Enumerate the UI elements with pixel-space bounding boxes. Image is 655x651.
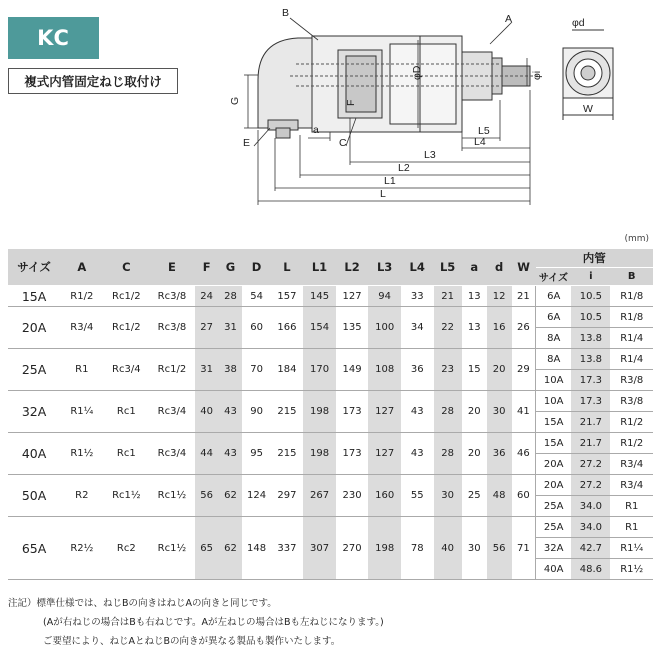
cell-l5: 28: [434, 433, 462, 475]
table-row: [8, 286, 653, 307]
cell-inner-b: R1/4: [610, 349, 653, 370]
cell-inner-i: 42.7: [571, 538, 610, 559]
col-header-a: a: [462, 249, 487, 286]
cell-size: 50A: [8, 475, 60, 517]
cell-f: 40: [195, 391, 219, 433]
cell-a: R1/2: [60, 286, 103, 307]
table-body: [8, 286, 653, 580]
label-phi-d: φd: [572, 17, 585, 29]
table-row: [8, 475, 653, 496]
cell-g: 38: [219, 349, 243, 391]
cell-inner-b: R1½: [610, 559, 653, 580]
cell-inner-i: 13.8: [571, 349, 610, 370]
cell-l1: 198: [303, 433, 336, 475]
cell-inner-b: R3/4: [610, 475, 653, 496]
product-subtitle: 複式内管固定ねじ取付け: [8, 68, 178, 94]
unit-label: (mm): [624, 234, 649, 244]
cell-inner-i: 10.5: [571, 286, 610, 307]
cell-a: 13: [462, 286, 487, 307]
cell-inner-size: 6A: [536, 307, 572, 328]
cell-inner-i: 10.5: [571, 307, 610, 328]
cell-l3: 198: [368, 517, 401, 580]
col-header-l: L: [271, 249, 304, 286]
cell-a: 25: [462, 475, 487, 517]
col-header-inner-size: サイズ: [536, 268, 572, 286]
cell-c: Rc2: [104, 517, 150, 580]
cell-inner-size: 20A: [536, 475, 572, 496]
cell-l3: 108: [368, 349, 401, 391]
cell-g: 43: [219, 433, 243, 475]
cell-e: Rc1½: [149, 517, 195, 580]
cell-l1: 145: [303, 286, 336, 307]
col-header-w: W: [512, 249, 536, 286]
cell-l2: 173: [336, 433, 369, 475]
cell-w: 71: [512, 517, 536, 580]
cell-e: Rc3/8: [149, 307, 195, 349]
cell-l5: 40: [434, 517, 462, 580]
cell-inner-size: 10A: [536, 370, 572, 391]
cell-l: 157: [271, 286, 304, 307]
cell-d: 36: [487, 433, 512, 475]
cell-inner-size: 8A: [536, 349, 572, 370]
col-header-inner-pipe: 内管: [536, 249, 653, 268]
cell-d: 124: [242, 475, 270, 517]
cell-l4: 43: [401, 391, 434, 433]
cell-d: 95: [242, 433, 270, 475]
cell-l2: 230: [336, 475, 369, 517]
col-header-inner-i: i: [571, 268, 610, 286]
cell-size: 20A: [8, 307, 60, 349]
cell-size: 15A: [8, 286, 60, 307]
label-l: L: [380, 188, 386, 200]
label-c: C: [339, 137, 347, 149]
cell-w: 21: [512, 286, 536, 307]
cell-w: 41: [512, 391, 536, 433]
label-l2: L2: [398, 162, 410, 174]
cell-l3: 100: [368, 307, 401, 349]
cell-inner-size: 6A: [536, 286, 572, 307]
cell-d: 90: [242, 391, 270, 433]
cell-l3: 160: [368, 475, 401, 517]
label-w: W: [583, 103, 593, 115]
cell-l4: 43: [401, 433, 434, 475]
cell-l2: 270: [336, 517, 369, 580]
cell-inner-i: 13.8: [571, 328, 610, 349]
cell-inner-b: R3/8: [610, 391, 653, 412]
cell-f: 65: [195, 517, 219, 580]
cell-l3: 127: [368, 433, 401, 475]
cell-l1: 198: [303, 391, 336, 433]
cell-f: 24: [195, 286, 219, 307]
cell-inner-b: R1: [610, 517, 653, 538]
cell-l: 215: [271, 391, 304, 433]
cell-l3: 127: [368, 391, 401, 433]
label-e: E: [243, 137, 251, 149]
cell-inner-b: R1/8: [610, 307, 653, 328]
cell-size: 25A: [8, 349, 60, 391]
col-header-d: d: [487, 249, 512, 286]
cell-inner-b: R1: [610, 496, 653, 517]
cell-a: R2: [60, 475, 103, 517]
table-row: [8, 349, 653, 370]
col-header-a: A: [60, 249, 103, 286]
cell-d: 48: [487, 475, 512, 517]
cell-l4: 55: [401, 475, 434, 517]
cell-l4: 34: [401, 307, 434, 349]
cell-inner-i: 34.0: [571, 517, 610, 538]
cell-w: 26: [512, 307, 536, 349]
cell-inner-size: 32A: [536, 538, 572, 559]
cell-inner-i: 34.0: [571, 496, 610, 517]
notes: [8, 594, 384, 651]
note-line-2: (Aが右ねじの場合はBも右ねじです。Aが左ねじの場合はBも左ねじになります。): [43, 617, 384, 628]
cell-a: 20: [462, 391, 487, 433]
label-l5: L5: [478, 125, 490, 137]
cell-l5: 22: [434, 307, 462, 349]
cell-w: 60: [512, 475, 536, 517]
table-row: [8, 391, 653, 412]
label-l3: L3: [424, 149, 436, 161]
cell-inner-b: R1¼: [610, 538, 653, 559]
cell-c: Rc1: [104, 433, 150, 475]
cell-c: Rc1½: [104, 475, 150, 517]
cell-inner-i: 27.2: [571, 475, 610, 496]
cell-d: 12: [487, 286, 512, 307]
cell-size: 32A: [8, 391, 60, 433]
cell-g: 28: [219, 286, 243, 307]
dimension-drawing: [0, 0, 655, 215]
cell-inner-b: R1/2: [610, 412, 653, 433]
cell-e: Rc1½: [149, 475, 195, 517]
cell-l2: 149: [336, 349, 369, 391]
cell-inner-i: 21.7: [571, 412, 610, 433]
cell-l2: 127: [336, 286, 369, 307]
cell-a: 20: [462, 433, 487, 475]
spec-table: [8, 248, 653, 580]
cell-inner-b: R1/8: [610, 286, 653, 307]
cell-f: 27: [195, 307, 219, 349]
cell-inner-size: 25A: [536, 517, 572, 538]
cell-a: R1: [60, 349, 103, 391]
cell-l1: 154: [303, 307, 336, 349]
main-body: [312, 36, 530, 132]
cell-size: 65A: [8, 517, 60, 580]
cell-d: 148: [242, 517, 270, 580]
cell-l5: 23: [434, 349, 462, 391]
note-line-3: ご要望により、ねじAとねじBの向きが異なる製品も製作いたします。: [43, 636, 341, 647]
cell-a: R2½: [60, 517, 103, 580]
cell-d: 70: [242, 349, 270, 391]
cell-f: 44: [195, 433, 219, 475]
col-header-l3: L3: [368, 249, 401, 286]
cell-inner-i: 17.3: [571, 391, 610, 412]
cell-inner-b: R3/4: [610, 454, 653, 475]
table-row: [8, 433, 653, 454]
label-phi-i: φi: [531, 70, 543, 80]
col-header-l5: L5: [434, 249, 462, 286]
cell-f: 56: [195, 475, 219, 517]
cell-w: 29: [512, 349, 536, 391]
cell-g: 62: [219, 475, 243, 517]
cell-a: R1½: [60, 433, 103, 475]
cell-d: 56: [487, 517, 512, 580]
cell-inner-size: 20A: [536, 454, 572, 475]
cell-f: 31: [195, 349, 219, 391]
cell-l1: 170: [303, 349, 336, 391]
cell-e: Rc3/4: [149, 391, 195, 433]
cell-c: Rc1: [104, 391, 150, 433]
cell-l: 337: [271, 517, 304, 580]
col-header-size: サイズ: [8, 249, 60, 286]
cell-inner-size: 15A: [536, 412, 572, 433]
table-row: [8, 517, 653, 538]
cell-l5: 30: [434, 475, 462, 517]
cell-a: R3/4: [60, 307, 103, 349]
cell-d: 60: [242, 307, 270, 349]
cell-g: 62: [219, 517, 243, 580]
product-code-badge: KC: [8, 17, 99, 59]
col-header-inner-b: B: [610, 268, 653, 286]
cell-l4: 78: [401, 517, 434, 580]
cell-c: Rc3/4: [104, 349, 150, 391]
col-header-l4: L4: [401, 249, 434, 286]
cell-d: 20: [487, 349, 512, 391]
cell-e: Rc3/8: [149, 286, 195, 307]
cell-c: Rc1/2: [104, 286, 150, 307]
col-header-d: D: [242, 249, 270, 286]
cell-a: R1¼: [60, 391, 103, 433]
cell-c: Rc1/2: [104, 307, 150, 349]
cell-inner-b: R3/8: [610, 370, 653, 391]
cell-e: Rc3/4: [149, 433, 195, 475]
cell-inner-size: 8A: [536, 328, 572, 349]
cell-l2: 173: [336, 391, 369, 433]
note-line-1: 注記）標準仕様では、ねじBの向きはねじAの向きと同じです。: [8, 598, 277, 609]
col-header-l2: L2: [336, 249, 369, 286]
elbow-body: [258, 38, 312, 138]
cell-a: 13: [462, 307, 487, 349]
cell-l5: 28: [434, 391, 462, 433]
label-a: A: [505, 13, 513, 25]
label-l4: L4: [474, 136, 486, 148]
cell-a: 30: [462, 517, 487, 580]
cell-inner-b: R1/4: [610, 328, 653, 349]
cell-d: 30: [487, 391, 512, 433]
cell-d: 16: [487, 307, 512, 349]
label-b: B: [282, 7, 290, 19]
cell-inner-i: 48.6: [571, 559, 610, 580]
label-phi-D: φD: [411, 65, 423, 80]
cell-l: 215: [271, 433, 304, 475]
cell-l4: 36: [401, 349, 434, 391]
cell-l4: 33: [401, 286, 434, 307]
col-header-g: G: [219, 249, 243, 286]
col-header-e: E: [149, 249, 195, 286]
cell-l2: 135: [336, 307, 369, 349]
col-header-c: C: [104, 249, 150, 286]
cell-g: 31: [219, 307, 243, 349]
cell-inner-b: R1/2: [610, 433, 653, 454]
cell-d: 54: [242, 286, 270, 307]
cell-inner-i: 27.2: [571, 454, 610, 475]
table-row: [8, 307, 653, 328]
cell-e: Rc1/2: [149, 349, 195, 391]
cell-l1: 307: [303, 517, 336, 580]
cell-size: 40A: [8, 433, 60, 475]
cell-l5: 21: [434, 286, 462, 307]
cell-l3: 94: [368, 286, 401, 307]
cell-l: 184: [271, 349, 304, 391]
label-f: F: [345, 99, 357, 106]
cell-g: 43: [219, 391, 243, 433]
label-a-small: a: [313, 124, 319, 136]
cell-inner-i: 17.3: [571, 370, 610, 391]
cell-l: 166: [271, 307, 304, 349]
table-header-row: [8, 249, 653, 268]
cell-inner-size: 25A: [536, 496, 572, 517]
label-g: G: [229, 96, 241, 105]
cell-inner-i: 21.7: [571, 433, 610, 454]
cell-a: 15: [462, 349, 487, 391]
col-header-l1: L1: [303, 249, 336, 286]
cell-inner-size: 10A: [536, 391, 572, 412]
cell-l1: 267: [303, 475, 336, 517]
label-l1: L1: [384, 175, 396, 187]
cell-w: 46: [512, 433, 536, 475]
cell-inner-size: 15A: [536, 433, 572, 454]
col-header-f: F: [195, 249, 219, 286]
cell-l: 297: [271, 475, 304, 517]
cell-inner-size: 40A: [536, 559, 572, 580]
